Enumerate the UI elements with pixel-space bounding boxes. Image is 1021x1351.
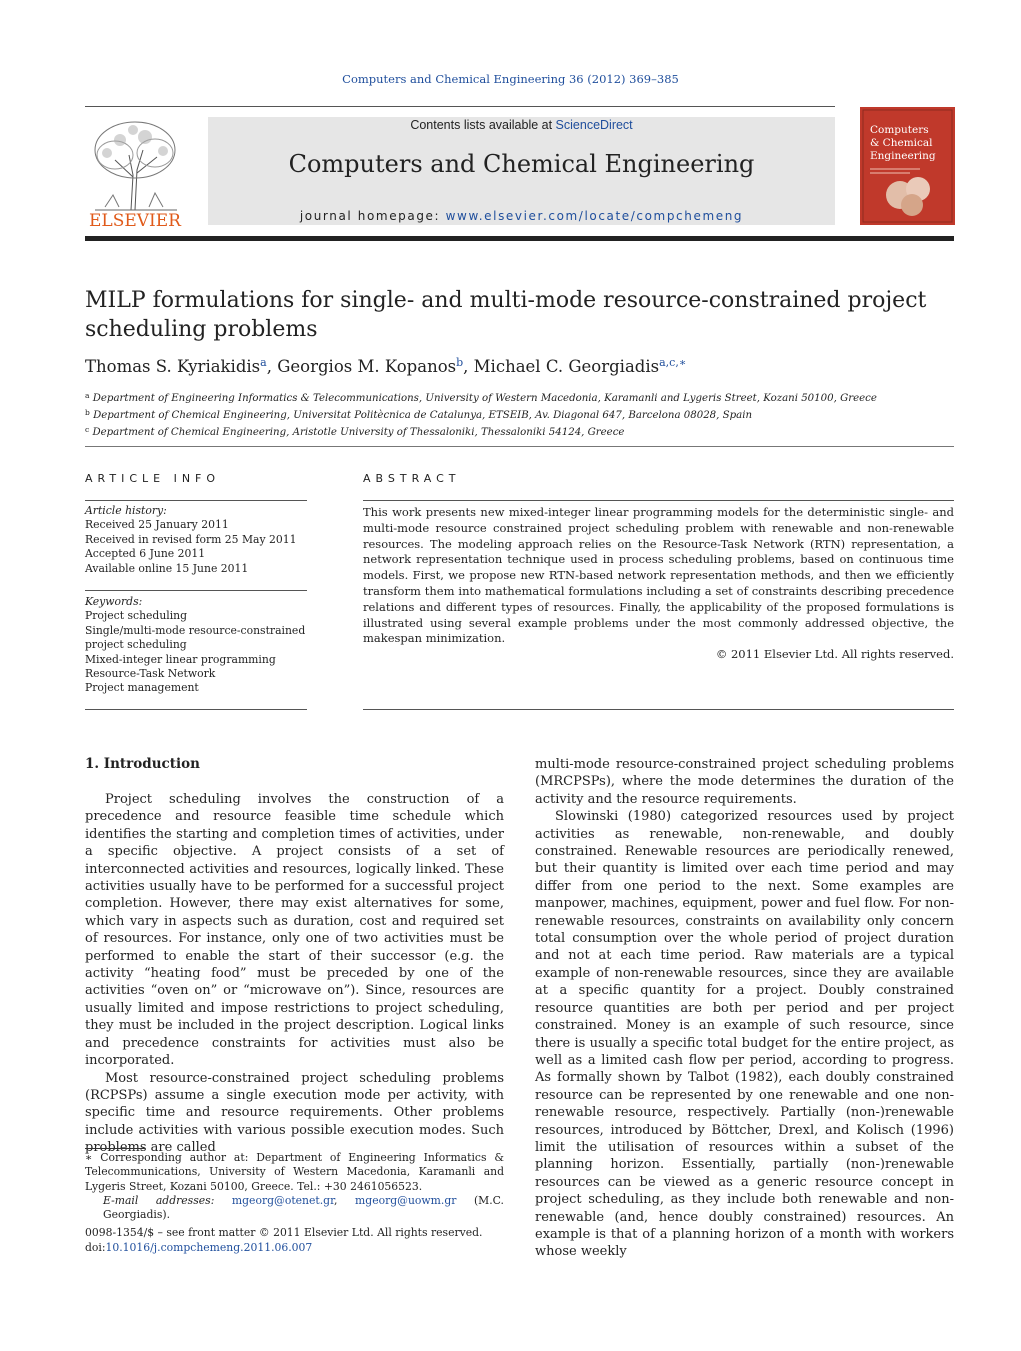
right-column bbox=[535, 756, 954, 1261]
journal-homepage bbox=[208, 209, 835, 223]
keyword: Resource-Task Network bbox=[85, 667, 216, 681]
paragraph: Project scheduling involves the construction of a precedence and resource feasible time schedule which identifies the starting and completion times of activities, under a specific objective. A project consists of a set of interconnected activities and resources, logically linked. These activities usually have to be performed for a successful project completion. However, there may exist alternatives for some, which vary in aspects such as duration, cost and required set of resources. For instance, only one of two activities must be performed to enable the start of their successor (e.g. the activity “heating food” must be preceded by one of the activities “oven on” or “microwave on”). Since, resources are usually limited and impose restrictions to project scheduling, they must be included in the project description. Logical links and precedence constraints for activities must also be incorporated. bbox=[85, 792, 504, 1069]
homepage-link[interactable]: www.elsevier.com/locate/compchemeng bbox=[445, 209, 744, 223]
abstract-heading: ABSTRACT bbox=[363, 472, 461, 485]
keyword: project scheduling bbox=[85, 638, 187, 652]
cover-title-line-3: Engineering bbox=[870, 150, 936, 162]
author-name: Michael C. Georgiadis bbox=[473, 357, 660, 376]
sciencedirect-link[interactable]: ScienceDirect bbox=[555, 118, 633, 132]
article-info-rule bbox=[85, 500, 307, 501]
paragraph: multi-mode resource-constrained project scheduling problems (MRCPSPs), where the mode determines the duration of the activity and the resource requirements. bbox=[535, 757, 954, 807]
keyword: Project management bbox=[85, 681, 199, 695]
email-link[interactable]: mgeorg@otenet.gr bbox=[231, 1193, 335, 1207]
abstract-end-rule bbox=[363, 709, 954, 710]
paragraph: Slowinski (1980) categorized resources used by project activities as renewable, non-renewable, and doubly constrained. Renewable resources are periodically renewed, but their quantity is limited over each time period and may differ from one period to the next. Some examples are manpower, machines, equipment, power and fuel flow. For non-renewable resources, constraints on availability only concern total consumption over the whole period of project duration and not at each time period. Raw materials are a typical example of non-renewable resources, since they are available at a specific quantity for a project. Doubly constrained resource quantities are both per period and per project constrained. Money is an example of such resource, since there is usually a specific total budget for the entire project, as well as a limited cash flow per period, according to progress. As formally shown by Talbot (1982), each doubly constrained resource can be represented by one renewable and one non-renewable resource, respectively. Partially (non-)renewable resources, introduced by Böttcher, Drexl, and Kolisch (1996) limit the utilisation of resources within a subset of the planning horizon. Essentially, partially (non-)renewable resources can be viewed as a generic resource concept in project scheduling, as they include both renewable and non-renewable (and, hence doubly constrained) resources. An example is that of a planning horizon of a month with workers whose weekly bbox=[535, 809, 954, 1260]
affiliation: $^b$ Department of Chemical Engineering, Universitat Politècnica de Catalunya, ETSEIB, Av. Diagonal 647, Barcelona 08028, Spain bbox=[85, 408, 753, 422]
contents-line bbox=[208, 118, 835, 132]
article-title: MILP formulations for single- and multi-mode resource-constrained project scheduling problems bbox=[85, 288, 927, 342]
author-affiliation-mark[interactable]: a,c,∗ bbox=[659, 356, 687, 369]
keyword: Single/multi-mode resource-constrained bbox=[85, 623, 306, 637]
journal-title: Computers and Chemical Engineering bbox=[288, 150, 755, 178]
paragraph: Most resource-constrained project scheduling problems (RCPSPs) assume a single execution mode per activity, with specific time and resource requirements. Other problems include activities with various possible execution modes. Such problems are called bbox=[85, 1070, 504, 1156]
publisher-wordmark: ELSEVIER bbox=[89, 211, 181, 230]
left-column bbox=[85, 791, 504, 1157]
journal-reference[interactable]: Computers and Chemical Engineering 36 (2012) 369–385 bbox=[342, 72, 679, 86]
keywords bbox=[85, 595, 307, 696]
contents-prefix: Contents lists available at bbox=[410, 118, 556, 132]
footnote-rule bbox=[85, 1148, 145, 1149]
affiliation: $^c$ Department of Chemical Engineering, Aristotle University of Thessaloniki, Thessaloniki 54124, Greece bbox=[85, 425, 625, 439]
abstract-copyright: © 2011 Elsevier Ltd. All rights reserved. bbox=[715, 647, 954, 662]
elsevier-logo bbox=[85, 115, 185, 230]
cover-title-line-2: & Chemical bbox=[870, 137, 933, 149]
article-history bbox=[85, 504, 307, 576]
email-label: E-mail addresses: bbox=[103, 1193, 215, 1207]
history-item: Available online 15 June 2011 bbox=[85, 561, 249, 575]
author-name: Georgios M. Kopanos bbox=[277, 357, 457, 376]
cover-title-line-1: Computers bbox=[870, 124, 929, 136]
history-item: Received 25 January 2011 bbox=[85, 518, 229, 532]
keyword: Project scheduling bbox=[85, 609, 188, 623]
article-info-end-rule bbox=[85, 709, 307, 710]
issn-block bbox=[85, 1225, 482, 1255]
issn-line: 0098-1354/$ – see front matter © 2011 Elsevier Ltd. All rights reserved. bbox=[85, 1226, 483, 1239]
corresponding-author-note: ∗ Corresponding author at: Department of Engineering Informatics & Telecommunications, University of Western Macedonia, Karamanli and Lygeris Street, Kozani 50100, Greece. Tel.: +30 2461056523. E-mail addresses: mgeorg@otenet.gr, mgeorg@uowm.gr (M.C. Georgiadis). bbox=[85, 1151, 504, 1222]
header-rule bbox=[85, 106, 835, 107]
article-info-heading: ARTICLE INFO bbox=[85, 472, 221, 485]
homepage-prefix: journal homepage: bbox=[299, 209, 446, 223]
history-item: Received in revised form 25 May 2011 bbox=[85, 532, 297, 546]
abstract-text: This work presents new mixed-integer linear programming models for the deterministic single- and multi-mode resource constrained project scheduling problem with renewable and non-renewable resources. The modeling approach relies on the Resource-Task Network (RTN) representation, a network representation technique used in process scheduling problems, based on continuous time models. First, we propose new RTN-based network representation methods, and then we efficiently transform them into mathematical formulations including a set of constraints describing precedence relations and different types of resources. Finally, the applicability of the proposed formulations is illustrated using several example problems under the most commonly addressed objective, the makespan minimization. bbox=[363, 505, 954, 646]
author-affiliation-mark[interactable]: b bbox=[456, 356, 464, 369]
email-suffix: (M.C. Georgiadis). bbox=[103, 1193, 504, 1222]
abstract-rule bbox=[363, 500, 954, 501]
author-list: Thomas S. Kyriakidis$^a$, Georgios M. Kopanos$^b$, Michael C. Georgiadis$^{a,c,∗}$ bbox=[85, 356, 687, 376]
section-rule bbox=[85, 446, 954, 447]
masthead-rule bbox=[85, 236, 954, 241]
section-heading: 1. Introduction bbox=[85, 756, 200, 772]
affiliation: $^a$ Department of Engineering Informatics & Telecommunications, University of Western Macedonia, Karamanli and Lygeris Street, Kozani 50100, Greece bbox=[85, 391, 877, 404]
keywords-label: Keywords: bbox=[85, 595, 143, 608]
history-label: Article history: bbox=[85, 504, 167, 517]
affiliations bbox=[85, 389, 877, 441]
keyword: Mixed-integer linear programming bbox=[85, 652, 276, 666]
abstract bbox=[363, 505, 954, 663]
corresponding-author: ∗ Corresponding author at: Department of Engineering Informatics & Telecommunications, University of Western Macedonia, Karamanli and Lygeris Street, Kozani 50100, Greece. Tel.: +30 2461056523. bbox=[85, 1151, 504, 1193]
email-link[interactable]: mgeorg@uowm.gr bbox=[355, 1193, 457, 1207]
author-affiliation-mark[interactable]: a bbox=[260, 356, 267, 369]
keywords-rule bbox=[85, 590, 307, 591]
doi-prefix: doi: bbox=[85, 1241, 106, 1254]
doi-link[interactable]: 10.1016/j.compchemeng.2011.06.007 bbox=[105, 1241, 313, 1254]
author-name: Thomas S. Kyriakidis bbox=[85, 357, 261, 376]
journal-cover bbox=[860, 107, 955, 225]
history-item: Accepted 6 June 2011 bbox=[85, 547, 206, 561]
